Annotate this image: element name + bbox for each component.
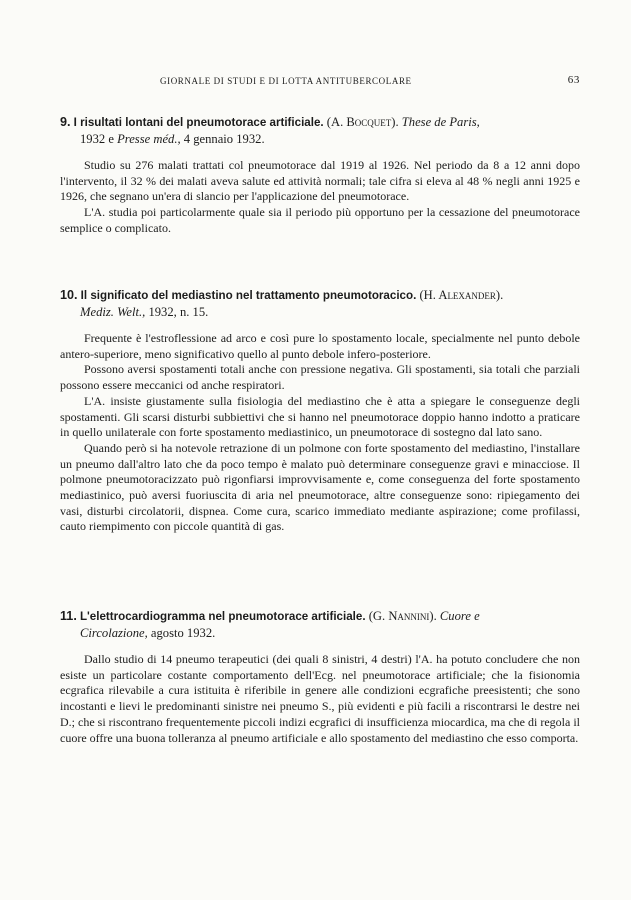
- running-title: GIORNALE DI STUDI E DI LOTTA ANTITUBERCOLARE: [160, 76, 412, 86]
- entry-heading: [60, 608, 580, 642]
- entry-body: [60, 652, 580, 746]
- entry-heading-continuation: [60, 304, 580, 321]
- entry-body: [60, 331, 580, 535]
- entry-number: 11.: [60, 609, 77, 623]
- entry-heading-continuation: [60, 131, 580, 148]
- entry-source: Mediz. Welt.,: [80, 305, 146, 319]
- entry-heading: [60, 114, 580, 148]
- paragraph: Dallo studio di 14 pneumo terapeutici (dei quali 8 sinistri, 4 destri) l'A. ha potuto concludere che non esiste un particolare costante comportamento dell'Ecg. nel pneumotorace artificiale; che la fisionomia ecgrafica rilevabile a cura istituita è riferibile in genere alle condizioni ecgrafiche preesistenti; che sono incostanti e lievi le predominanti sinistre nei pneumo S., più evidenti e più facili a riscontrarsi le destre nei D.; che si riscontrano frequentemente piccoli indizi ecgrafici di insufficienza miocardica, ma che di regola il cuore offre una buona tolleranza al pneumo artificiale e allo spostamento del mediastino che esso comporta.: [60, 652, 580, 745]
- entry-source-detail: 1932 e: [80, 132, 114, 146]
- paragraph: Frequente è l'estroflessione ad arco e così pure lo spostamento locale, specialmente nel punto debole antero-superiore, meno significativo quello al punto debole infero-posteriore.: [60, 331, 580, 361]
- entry-number: 9.: [60, 115, 71, 129]
- entry-source-date: agosto 1932.: [150, 626, 216, 640]
- paragraph: Studio su 276 malati trattati col pneumotorace dal 1919 al 1926. Nel periodo da 8 a 12 anni dopo l'intervento, il 32 % dei malati aveva salute ed attività normali; tale cifra si eleva al 48 % negli anni 1925 e 1926, che segnano un'era di slancio per l'applicazione del pneumotorace.: [60, 158, 580, 204]
- paragraph: Quando però si ha notevole retrazione di un polmone con forte spostamento del mediastino, l'installare un pneumo dall'altro lato che da poco tempo è malato può determinare conseguenze gravi e minacciose. Il polmone pneumotoracizzato può rigonfiarsi improvvisamente e, come conseguenza del forte spostamento mediastinico, può aversi fuoriuscita di aria nel pneumotorace, altre conseguenze sono: ripiegamento dei vasi, disturbi circolatorii, dispnea. Come cura, scarico immediato mediante aspirazione; come profilassi, cauto riempimento con piccole quantità di gas.: [60, 440, 580, 534]
- entry-9: [60, 114, 580, 237]
- entry-title: Il significato del mediastino nel trattamento pneumotoracico.: [80, 289, 417, 302]
- paragraph: L'A. studia poi particolarmente quale sia il periodo più opportuno per la cessazione del pneumotorace semplice o complicato.: [60, 205, 580, 235]
- entry-heading-continuation: [60, 625, 580, 642]
- entry-source: Cuore e: [439, 609, 480, 623]
- entry-title: I risultati lontani del pneumotorace artificiale.: [73, 116, 324, 129]
- entry-source-date: 4 gennaio 1932.: [183, 132, 265, 146]
- entry-title: L'elettrocardiogramma nel pneumotorace artificiale.: [79, 610, 366, 623]
- entry-body: [60, 158, 580, 237]
- entry-source-detail: 1932, n. 15.: [148, 305, 209, 319]
- page-number: 63: [567, 74, 580, 86]
- entry-heading: [60, 287, 580, 321]
- paragraph: L'A. insiste giustamente sulla fisiologia del mediastino che è atta a spiegare le conseguenze degli spostamenti. Gli scarsi disturbi subbiettivi che si hanno nel pneumotorace doppio hanno indotto a praticare in quello unilaterale con forte spostamento mediastinico, un pneumotorace di sostegno dal lato sano.: [60, 393, 580, 440]
- entry-source-2: Presse méd.,: [117, 132, 181, 146]
- entry-number: 10.: [60, 288, 78, 302]
- entry-author: (A. Bocquet).: [326, 115, 399, 129]
- entry-11: [60, 608, 580, 746]
- entry-author: (G. Nannini).: [368, 609, 437, 623]
- entry-source: These de Paris,: [401, 115, 480, 129]
- entry-source-2: Circolazione,: [80, 626, 148, 640]
- entry-author: (H. Alexander).: [419, 288, 504, 302]
- paragraph: Possono aversi spostamenti totali anche con pressione negativa. Gli spostamenti, sia totali che parziali possono essere meccanici od anche respiratori.: [60, 362, 580, 393]
- entry-10: [60, 287, 580, 535]
